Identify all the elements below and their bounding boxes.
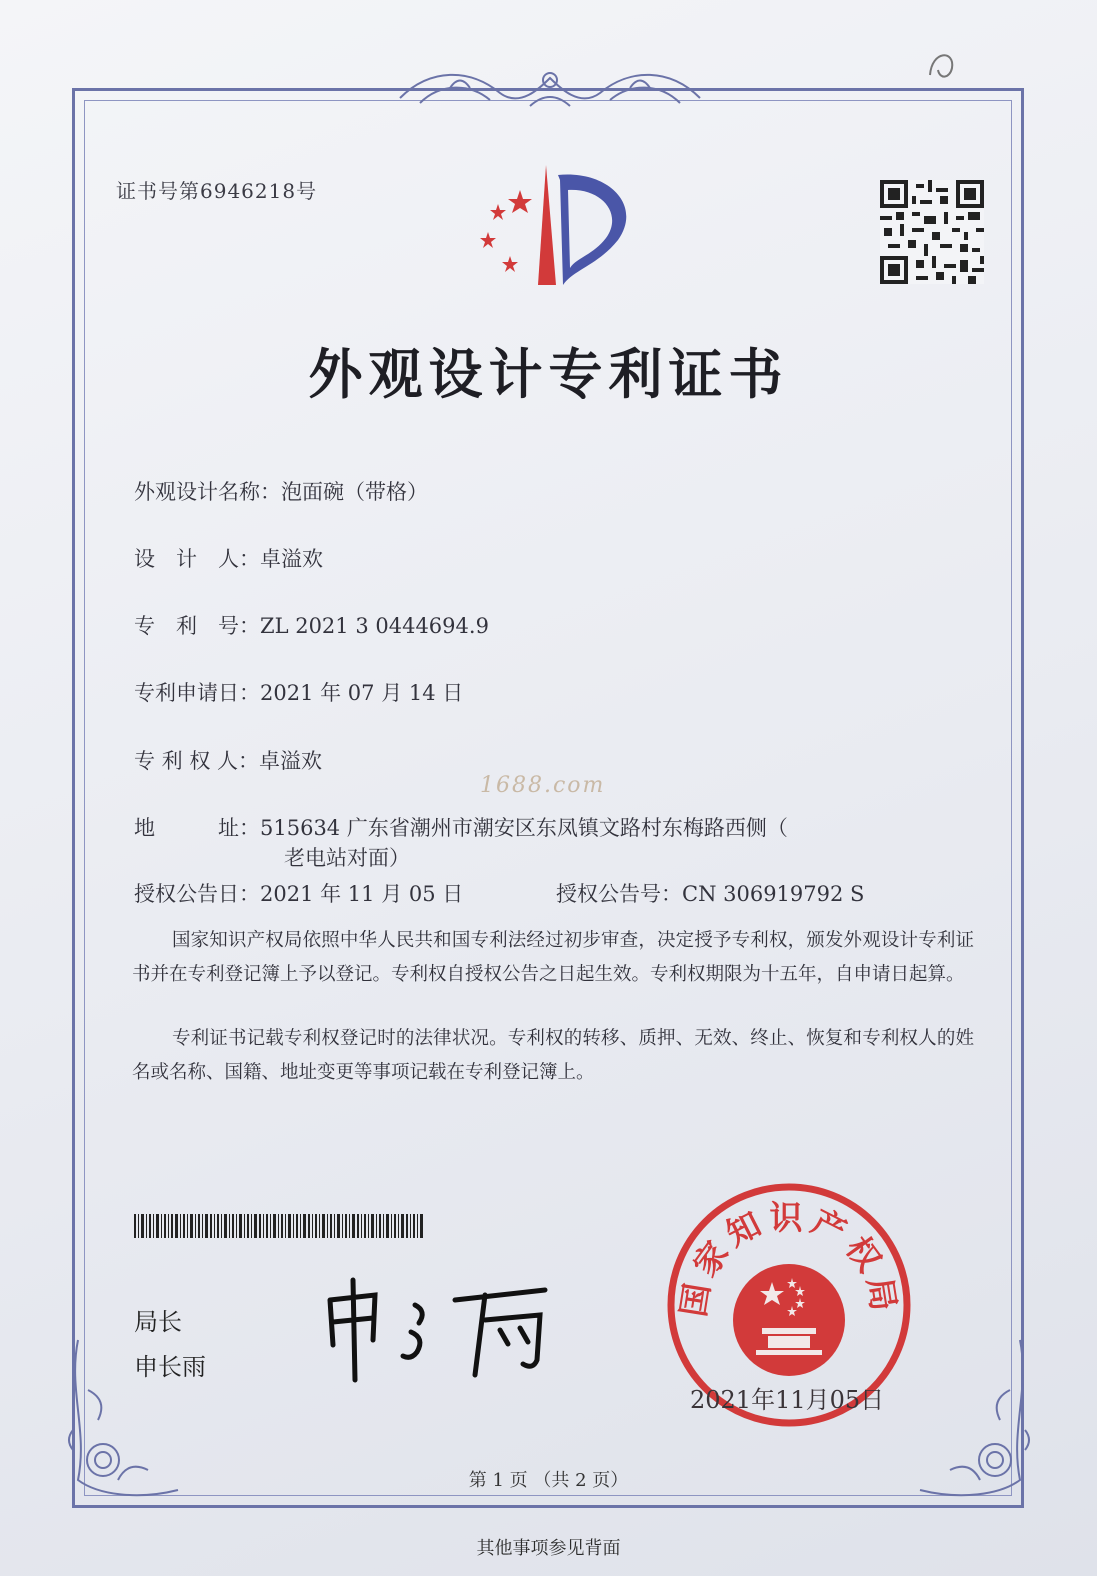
- filing-date-row: [134, 677, 463, 707]
- design-name-label: 外观设计名称：: [134, 480, 281, 504]
- filing-date-label: 专利申请日：: [134, 681, 260, 705]
- watermark-text: 1688.com: [480, 773, 606, 798]
- legal-status-paragraph: 专利证书记载专利权登记时的法律状况。专利权的转移、质押、无效、终止、恢复和专利权人的姓名或名称、国籍、地址变更等事项记载在专利登记簿上。: [132, 1028, 974, 1083]
- handwritten-signature-icon: [315, 1270, 575, 1390]
- qr-code-icon: [880, 180, 984, 284]
- design-name-row: [134, 476, 428, 506]
- design-name-value: 泡面碗（带格）: [281, 480, 428, 504]
- page-number: 第 1 页 （共 2 页）: [468, 1470, 629, 1491]
- address-line-2: 老电站对面）: [284, 846, 410, 870]
- grant-date-label: 授权公告日：: [134, 882, 260, 906]
- grant-statement-paragraph: 国家知识产权局依照中华人民共和国专利法经过初步审查，决定授予专利权，颁发外观设计专利证书并在专利登记簿上予以登记。专利权自授权公告之日起生效。专利权期限为十五年，自申请日起算。: [132, 930, 974, 985]
- patentee-row: [134, 745, 322, 775]
- barcode-icon: [134, 1214, 424, 1238]
- patent-number-label: 专 利 号：: [134, 614, 260, 638]
- grant-date-row: [134, 878, 463, 908]
- designer-value: 卓溢欢: [260, 547, 323, 571]
- seal-date: 2021年11月05日: [690, 1386, 885, 1414]
- filing-date-value: 2021 年 07 月 14 日: [260, 681, 464, 705]
- patent-number-value: ZL 2021 3 0444694.9: [260, 614, 489, 638]
- patent-number-row: [134, 610, 489, 640]
- patentee-value: 卓溢欢: [259, 749, 323, 773]
- top-ornament-icon: [390, 58, 710, 118]
- address-line-1: 515634 广东省潮州市潮安区东凤镇文路村东梅路西侧（: [260, 816, 788, 840]
- address-row: [134, 812, 788, 842]
- grant-date-value: 2021 年 11 月 05 日: [260, 882, 464, 906]
- seal-text: 国家知识产权局: [673, 1197, 905, 1320]
- address-label: 地 址：: [134, 816, 260, 840]
- grant-number-label: 授权公告号：: [556, 882, 682, 906]
- handwritten-mark-icon: [920, 40, 970, 90]
- designer-row: [134, 543, 323, 573]
- grant-number-row: [556, 878, 864, 908]
- grant-number-value: CN 306919792 S: [682, 882, 865, 906]
- signatory-title: 局长: [134, 1308, 182, 1336]
- designer-label: 设 计 人：: [134, 547, 260, 571]
- certificate-number: 证书号第6946218号: [116, 179, 318, 203]
- footer-note: 其他事项参见背面: [476, 1538, 621, 1559]
- cnipa-logo-icon: [468, 160, 638, 290]
- certificate-title: 外观设计专利证书: [308, 343, 789, 406]
- patentee-label: 专 利 权 人：: [134, 749, 260, 773]
- signatory-name: 申长雨: [134, 1353, 206, 1381]
